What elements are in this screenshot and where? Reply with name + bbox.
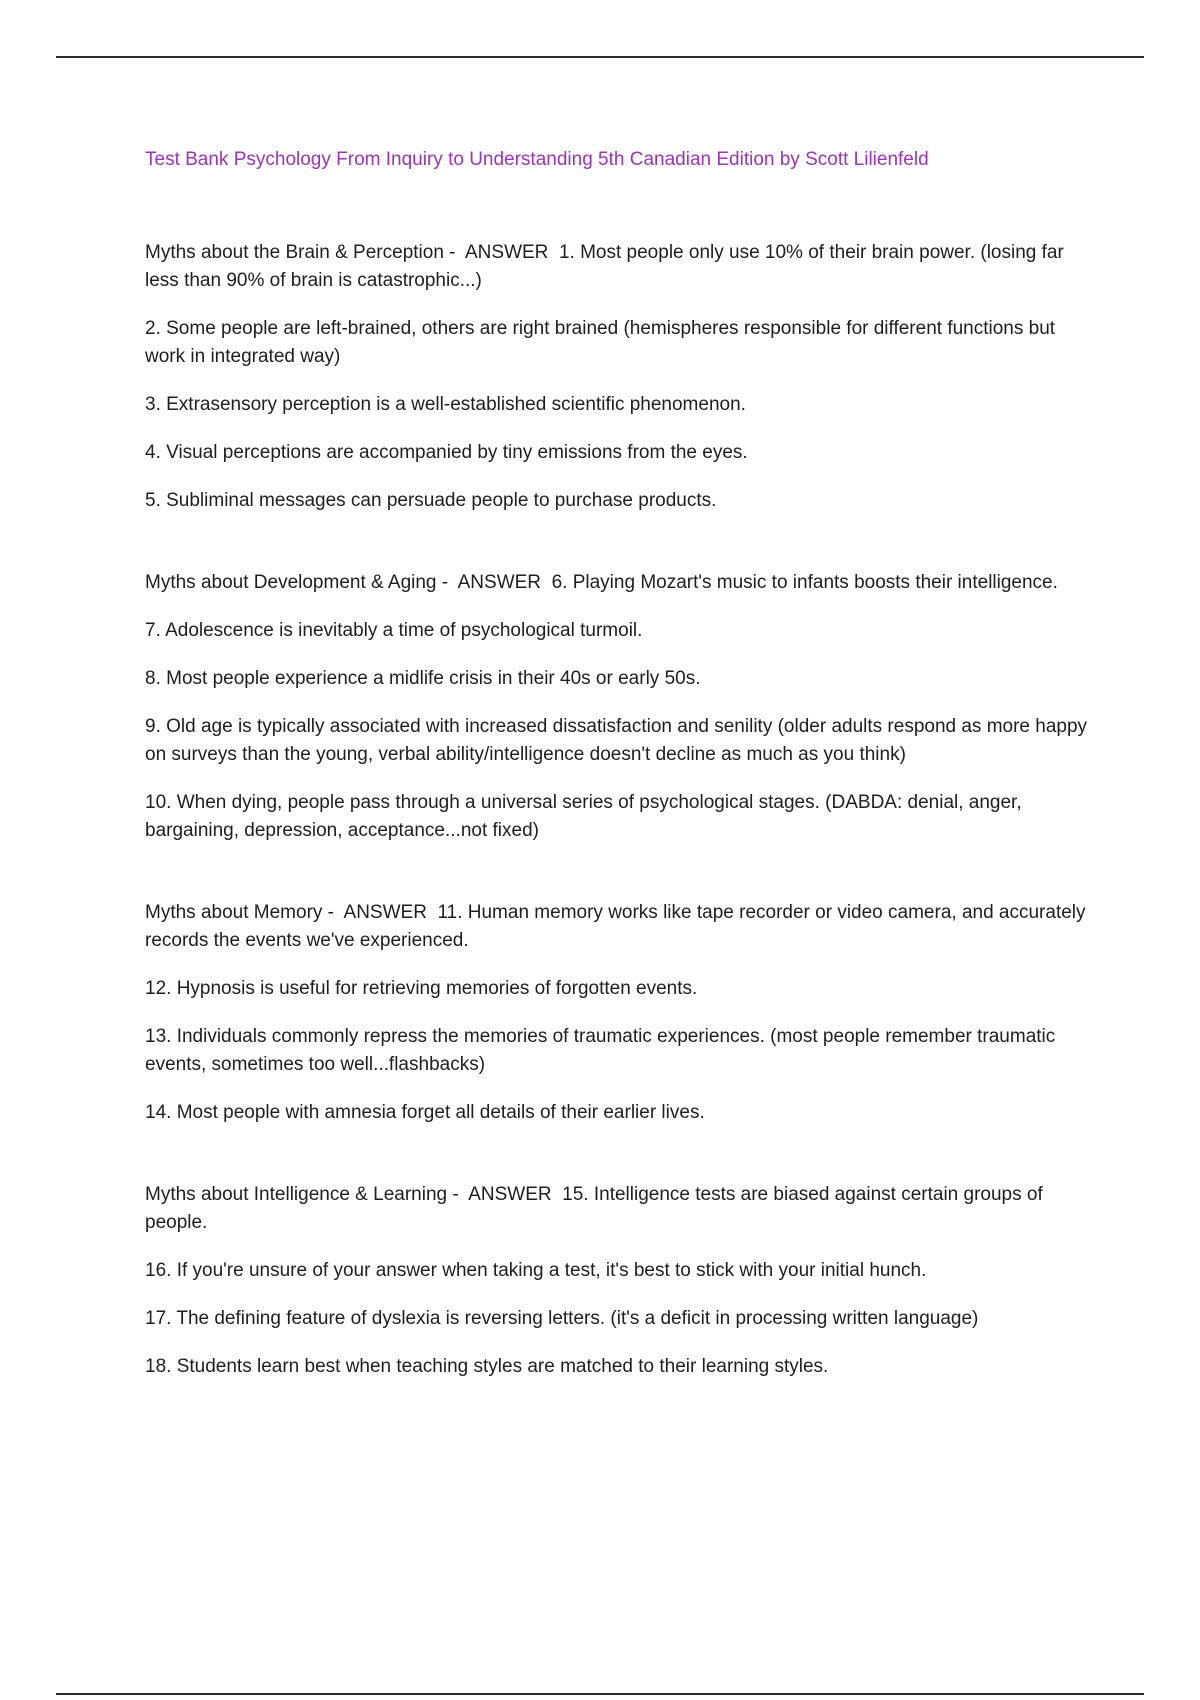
section-heading: Myths about Memory <box>145 902 323 923</box>
section-heading-paragraph <box>145 239 1095 295</box>
list-item: 17. The defining feature of dyslexia is reversing letters. (it's a deficit in processing written language) <box>145 1308 979 1329</box>
section-brain-perception <box>145 239 1095 515</box>
list-item: 2. Some people are left-brained, others are right brained (hemispheres responsible for different functions but work in integrated way) <box>145 318 1056 367</box>
section-heading-paragraph <box>145 1181 1095 1237</box>
section-heading: Myths about the Brain & Perception <box>145 242 444 263</box>
list-item: 14. Most people with amnesia forget all details of their earlier lives. <box>145 1102 705 1123</box>
list-item: 8. Most people experience a midlife crisis in their 40s or early 50s. <box>145 668 701 689</box>
section-development-aging <box>145 569 1095 845</box>
list-item: 9. Old age is typically associated with increased dissatisfaction and senility (older adults respond as more happy on surveys than the young, verbal ability/intelligence doesn't decline as much as you think) <box>145 716 1088 765</box>
answer-label: - ANSWER <box>436 572 552 593</box>
document-title: Test Bank Psychology From Inquiry to Understanding 5th Canadian Edition by Scott Lilienfeld <box>145 149 929 170</box>
answer-label: - ANSWER <box>322 902 438 923</box>
answer-text: 11. Human memory works like tape recorder or video camera, and accurately records the events we've experienced. <box>145 902 1086 951</box>
document-body <box>145 146 1095 1435</box>
list-item: 13. Individuals commonly repress the memories of traumatic experiences. (most people remember traumatic events, sometimes too well...flashbacks) <box>145 1026 1056 1075</box>
bottom-rule <box>56 1693 1144 1695</box>
section-heading-paragraph <box>145 569 1095 597</box>
answer-label: - ANSWER <box>443 242 559 263</box>
section-heading: Myths about Intelligence & Learning <box>145 1184 448 1205</box>
list-item: 16. If you're unsure of your answer when taking a test, it's best to stick with your initial hunch. <box>145 1260 927 1281</box>
answer-text: 15. Intelligence tests are biased against certain groups of people. <box>145 1184 1043 1233</box>
section-heading-paragraph <box>145 899 1095 955</box>
answer-text: 6. Playing Mozart's music to infants boosts their intelligence. <box>551 572 1058 593</box>
list-item: 18. Students learn best when teaching styles are matched to their learning styles. <box>145 1356 829 1377</box>
section-heading: Myths about Development & Aging <box>145 572 437 593</box>
section-memory <box>145 899 1095 1127</box>
list-item: 5. Subliminal messages can persuade people to purchase products. <box>145 490 717 511</box>
answer-label: - ANSWER <box>447 1184 563 1205</box>
top-rule <box>56 56 1144 58</box>
section-intelligence-learning <box>145 1181 1095 1381</box>
list-item: 10. When dying, people pass through a universal series of psychological stages. (DABDA: denial, anger, bargaining, depression, acceptance...not fixed) <box>145 792 1022 841</box>
answer-text: 1. Most people only use 10% of their brain power. (losing far less than 90% of brain is catastrophic...) <box>145 242 1064 291</box>
list-item: 12. Hypnosis is useful for retrieving memories of forgotten events. <box>145 978 698 999</box>
list-item: 7. Adolescence is inevitably a time of psychological turmoil. <box>145 620 643 641</box>
list-item: 4. Visual perceptions are accompanied by tiny emissions from the eyes. <box>145 442 748 463</box>
list-item: 3. Extrasensory perception is a well-established scientific phenomenon. <box>145 394 746 415</box>
